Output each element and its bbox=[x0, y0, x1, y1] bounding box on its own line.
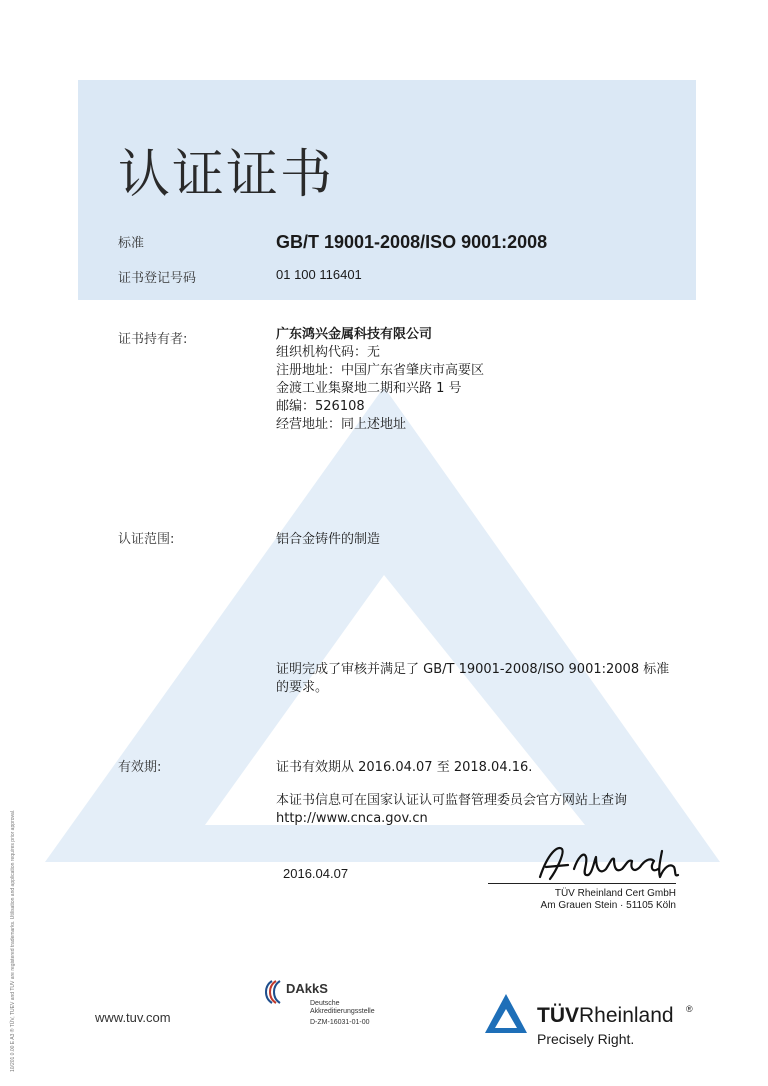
registration-value: 01 100 116401 bbox=[276, 267, 362, 282]
page-title: 认证证书 bbox=[118, 145, 335, 205]
holder-name: 广东鸿兴金属科技有限公司 bbox=[276, 327, 433, 342]
issuer-block bbox=[541, 888, 676, 912]
holder-label: 证书持有者: bbox=[118, 332, 188, 347]
scope-value: 铝合金铸件的制造 bbox=[276, 532, 381, 547]
scope-label: 认证范围: bbox=[118, 532, 175, 547]
tuv-brand-rest: Rheinland bbox=[579, 1004, 674, 1027]
dakks-line1: Deutsche bbox=[310, 1000, 340, 1007]
cnca-info bbox=[276, 792, 627, 828]
statement-line1: 证明完成了审核并满足了 GB/T 19001-2008/ISO 9001:2008 标准 bbox=[276, 662, 670, 677]
cnca-info-line1: 本证书信息可在国家认证认可监督管理委员会官方网站上查询 bbox=[276, 793, 628, 808]
tuv-registered-mark: ® bbox=[686, 1004, 693, 1014]
holder-block bbox=[276, 326, 484, 434]
standard-label: 标准 bbox=[118, 236, 145, 251]
dakks-line2: Akkreditierungsstelle bbox=[310, 1008, 375, 1015]
issue-date: 2016.04.07 bbox=[283, 866, 349, 881]
dakks-logo bbox=[262, 972, 382, 1032]
conformity-statement bbox=[276, 661, 686, 697]
cnca-url: http://www.cnca.gov.cn bbox=[276, 811, 428, 826]
signature-line bbox=[488, 883, 676, 884]
statement-line2: 的要求。 bbox=[276, 680, 329, 695]
tuv-brand-bold: TÜV bbox=[537, 1004, 579, 1027]
standard-value: GB/T 19001-2008/ISO 9001:2008 bbox=[276, 232, 548, 252]
signature bbox=[534, 843, 682, 885]
holder-postcode: 邮编：526108 bbox=[276, 399, 365, 414]
holder-address-line1: 注册地址：中国广东省肇庆市高要区 bbox=[276, 363, 485, 378]
registration-label: 证书登记号码 bbox=[118, 271, 197, 286]
validity-label: 有效期: bbox=[118, 760, 162, 775]
side-trademark-note: 10/201 0.00 E A3 ® TÜV, TUEV and TUV are registered trademarks. Utilisation and application requires prior approval. bbox=[10, 809, 16, 1072]
issuer-name: TÜV Rheinland Cert GmbH bbox=[554, 888, 676, 899]
validity-value: 证书有效期从 2016.04.07 至 2018.04.16. bbox=[276, 760, 533, 775]
tuv-brand bbox=[537, 1004, 674, 1028]
tuv-slogan: Precisely Right. bbox=[537, 1031, 635, 1047]
dakks-code: D-ZM-16031-01-00 bbox=[310, 1019, 370, 1026]
holder-address-line2: 金渡工业集聚地二期和兴路 1 号 bbox=[276, 381, 462, 396]
dakks-emblem-icon bbox=[262, 978, 284, 1006]
dakks-name: DAkkS bbox=[286, 981, 328, 996]
holder-org-code: 组织机构代码：无 bbox=[276, 345, 381, 360]
holder-business-address: 经营地址：同上述地址 bbox=[276, 417, 407, 432]
footer-website: www.tuv.com bbox=[95, 1010, 171, 1025]
tuv-triangle-icon bbox=[484, 993, 528, 1035]
issuer-address: Am Grauen Stein · 51105 Köln bbox=[540, 900, 676, 911]
